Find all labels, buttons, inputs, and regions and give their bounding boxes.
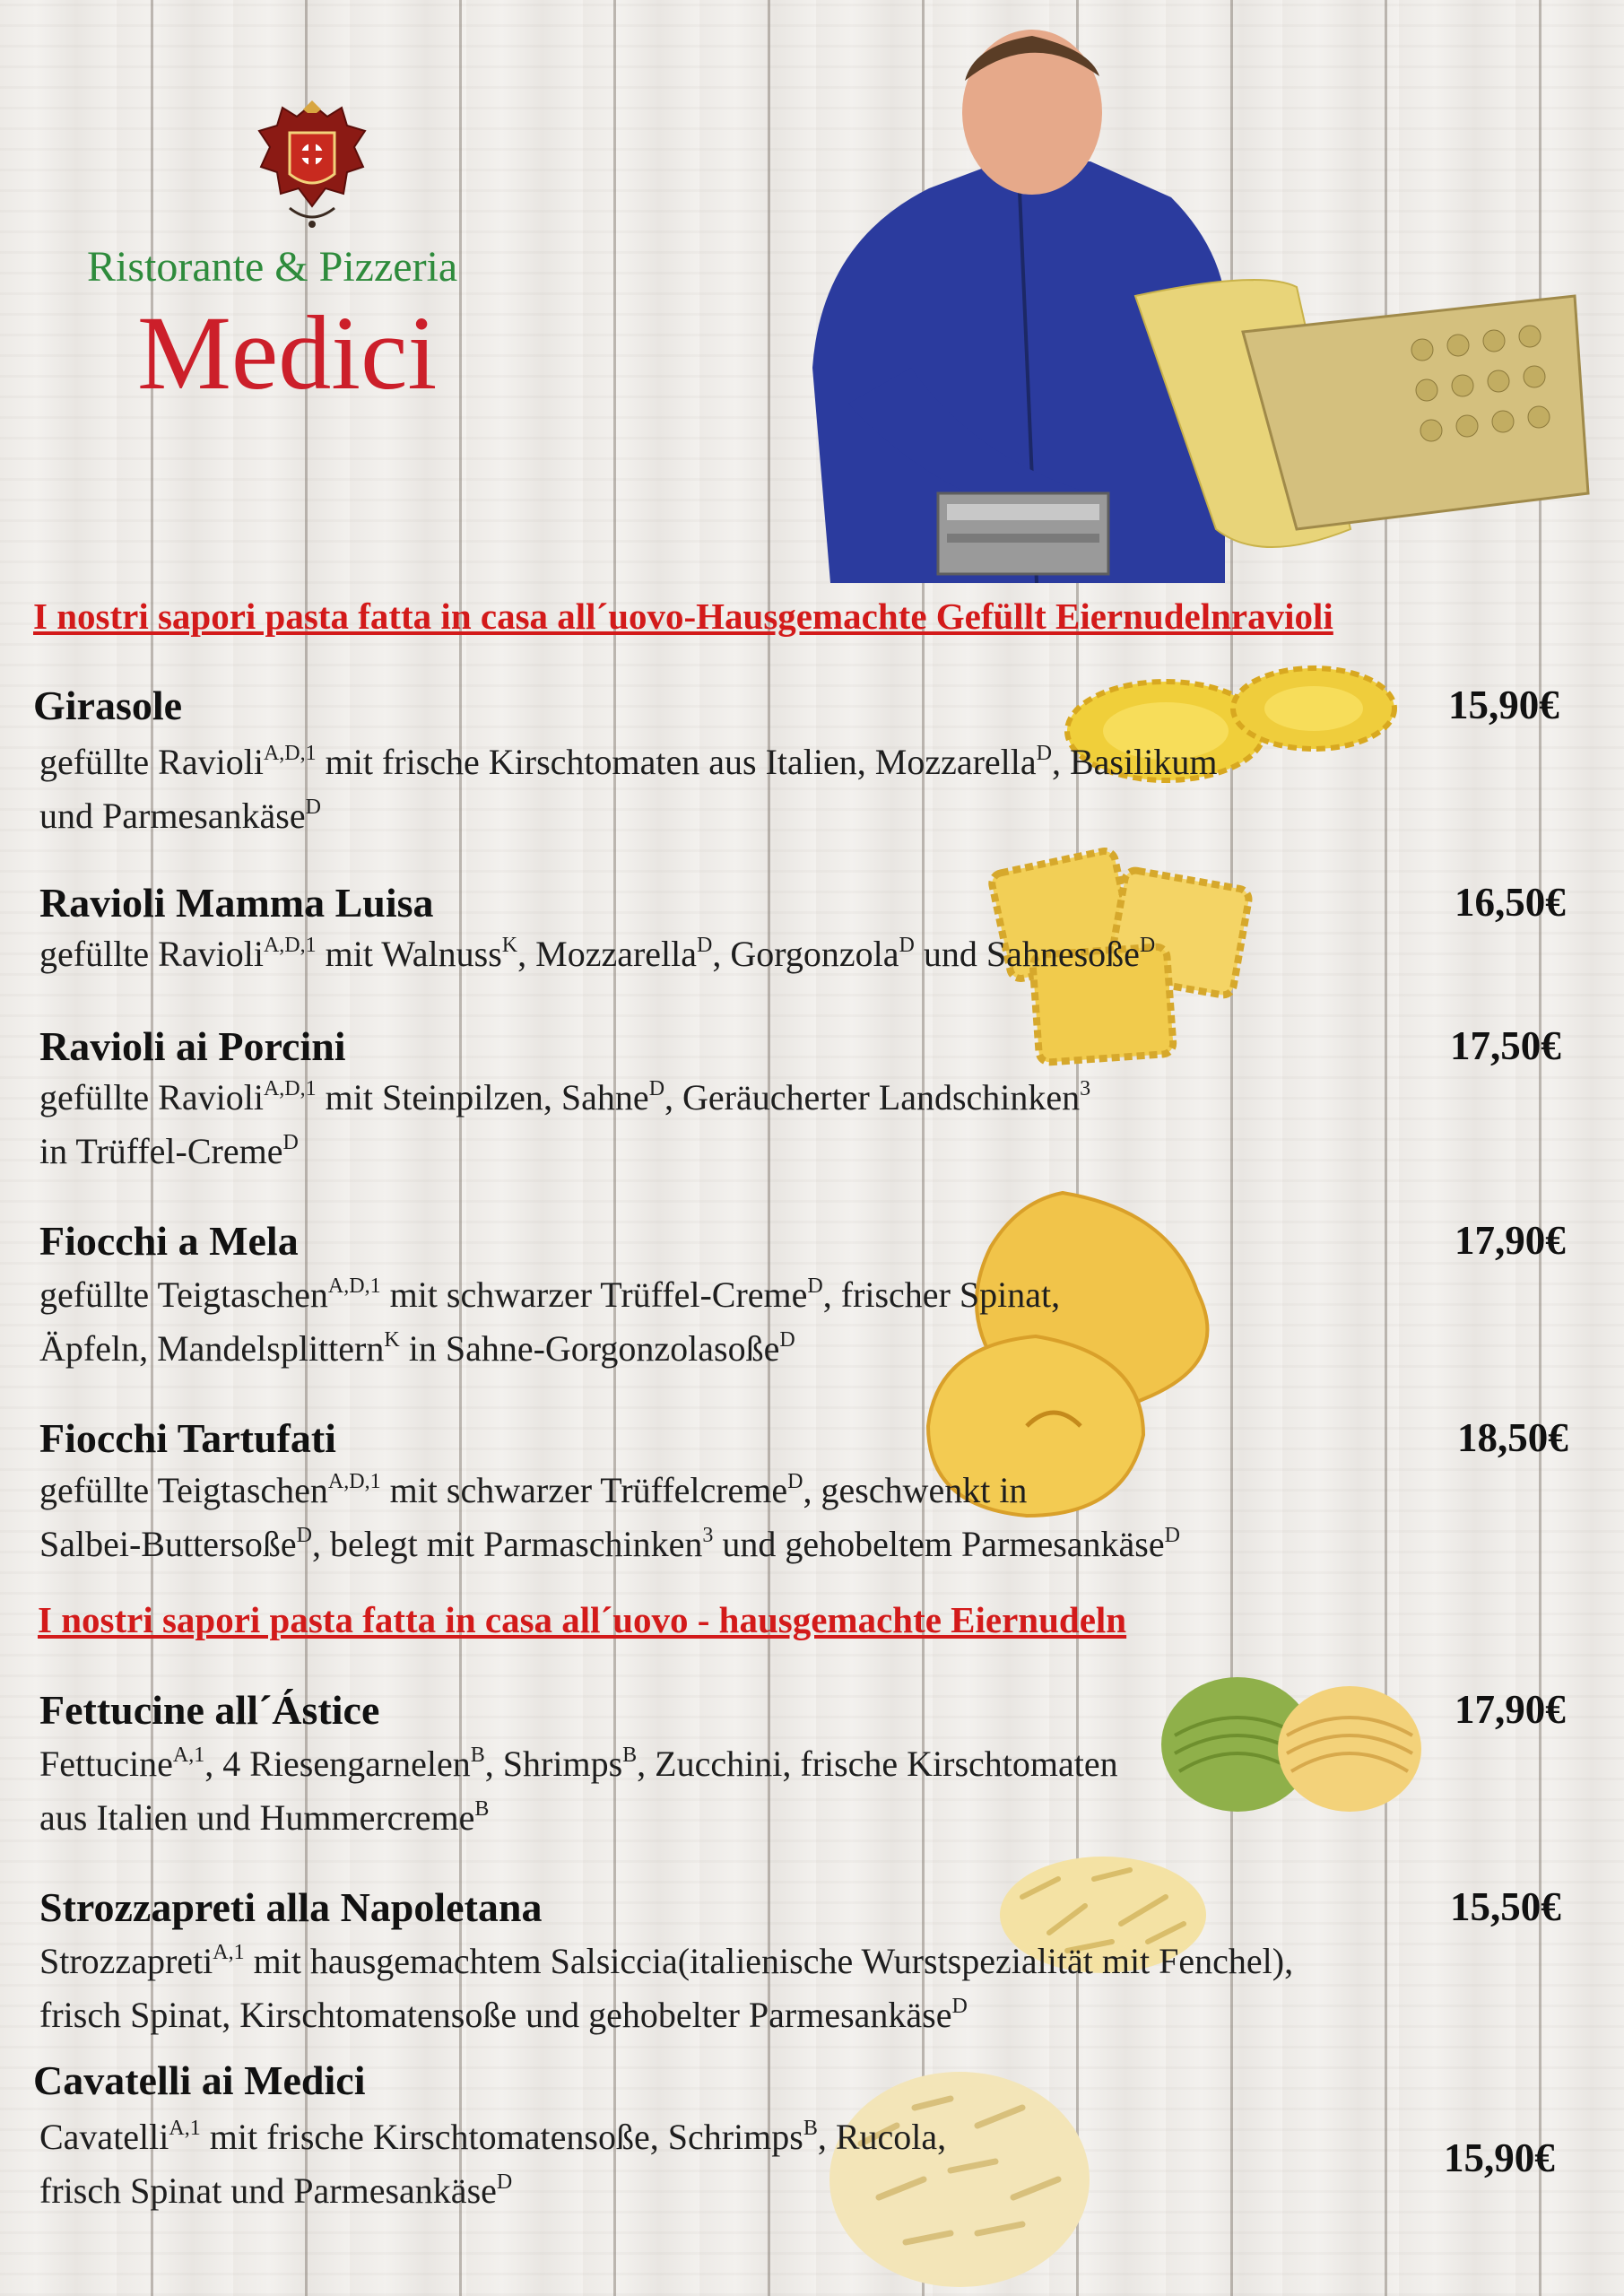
item-price-fettucine-all-astice: 17,90€: [1455, 1687, 1566, 1732]
medici-crest-logo: [254, 100, 370, 235]
chef-making-pasta-photo: [795, 27, 1597, 583]
item-price-girasole: 15,90€: [1448, 683, 1559, 727]
restaurant-subtitle: Ristorante & Pizzeria: [87, 243, 458, 291]
item-desc-girasole: gefüllte Ravioli$^{A,D,1}$ mit frische Kirschtomaten aus Italien, Mozzarella$^D$, Basilikum und Parmesankäse$^D$: [39, 742, 1218, 836]
section-heading-filled-ravioli: I nostri sapori pasta fatta in casa all´uovo-Hausgemachte Gefüllt Eiernudelnravioli: [33, 596, 1333, 637]
section-heading-egg-noodles: I nostri sapori pasta fatta in casa all´uovo - hausgemachte Eiernudeln: [38, 1599, 1127, 1640]
item-desc-strozzapreti-alla-napoletana: Strozzapreti$^{A,1}$ mit hausgemachtem Salsiccia(italienische Wurstspezialität mit Fenchel), frisch Spinat, Kirschtomatensoße und gehobelter Parmesankäse$^D$: [39, 1941, 1294, 2035]
restaurant-name: Medici: [137, 294, 438, 412]
item-name-fiocchi-a-mela: Fiocchi a Mela: [39, 1218, 299, 1264]
item-name-girasole: Girasole: [33, 683, 183, 728]
item-name-ravioli-ai-porcini: Ravioli ai Porcini: [39, 1023, 346, 1069]
item-desc-fettucine-all-astice: Fettucine$^{A,1}$, 4 Riesengarnelen$^B$, Shrimps$^B$, Zucchini, frische Kirschtomaten aus Italien und Hummercreme$^B$: [39, 1744, 1118, 1838]
item-price-fiocchi-a-mela: 17,90€: [1455, 1218, 1566, 1263]
item-price-fiocchi-tartufati: 18,50€: [1457, 1415, 1568, 1460]
item-price-strozzapreti-alla-napoletana: 15,50€: [1450, 1884, 1561, 1929]
item-name-strozzapreti-alla-napoletana: Strozzapreti alla Napoletana: [39, 1884, 543, 1930]
item-desc-fiocchi-tartufati: gefüllte Teigtaschen$^{A,D,1}$ mit schwarzer Trüffelcreme$^D$, geschwenkt in Salbei-Buttersoße$^D$, belegt mit Parmaschinken$^3$ und gehobeltem Parmesankäse$^D$: [39, 1470, 1180, 1564]
item-desc-ravioli-mamma-luisa: gefüllte Ravioli$^{A,D,1}$ mit Walnuss$^K$, Mozzarella$^D$, Gorgonzola$^D$ und Sahnesoße$^D$: [39, 934, 1156, 974]
item-desc-ravioli-ai-porcini: gefüllte Ravioli$^{A,D,1}$ mit Steinpilzen, Sahne$^D$, Geräucherter Landschinken$^3$ in Trüffel-Creme$^D$: [39, 1077, 1091, 1171]
item-name-fiocchi-tartufati: Fiocchi Tartufati: [39, 1415, 336, 1461]
item-name-cavatelli-ai-medici: Cavatelli ai Medici: [33, 2057, 366, 2103]
item-desc-fiocchi-a-mela: gefüllte Teigtaschen$^{A,D,1}$ mit schwarzer Trüffel-Creme$^D$, frischer Spinat, Äpfeln, Mandelsplittern$^K$ in Sahne-Gorgonzolasoße$^D$: [39, 1274, 1061, 1369]
fettucine-nests-image: [1157, 1664, 1426, 1821]
item-price-cavatelli-ai-medici: 15,90€: [1444, 2135, 1555, 2180]
item-price-ravioli-ai-porcini: 17,50€: [1450, 1023, 1561, 1068]
item-name-fettucine-all-astice: Fettucine all´Ástice: [39, 1687, 380, 1733]
item-price-ravioli-mamma-luisa: 16,50€: [1455, 880, 1566, 925]
item-desc-cavatelli-ai-medici: Cavatelli$^{A,1}$ mit frische Kirschtomatensoße, Schrimps$^B$, Rucola, frisch Spinat und Parmesankäse$^D$: [39, 2117, 947, 2211]
item-name-ravioli-mamma-luisa: Ravioli Mamma Luisa: [39, 880, 434, 926]
